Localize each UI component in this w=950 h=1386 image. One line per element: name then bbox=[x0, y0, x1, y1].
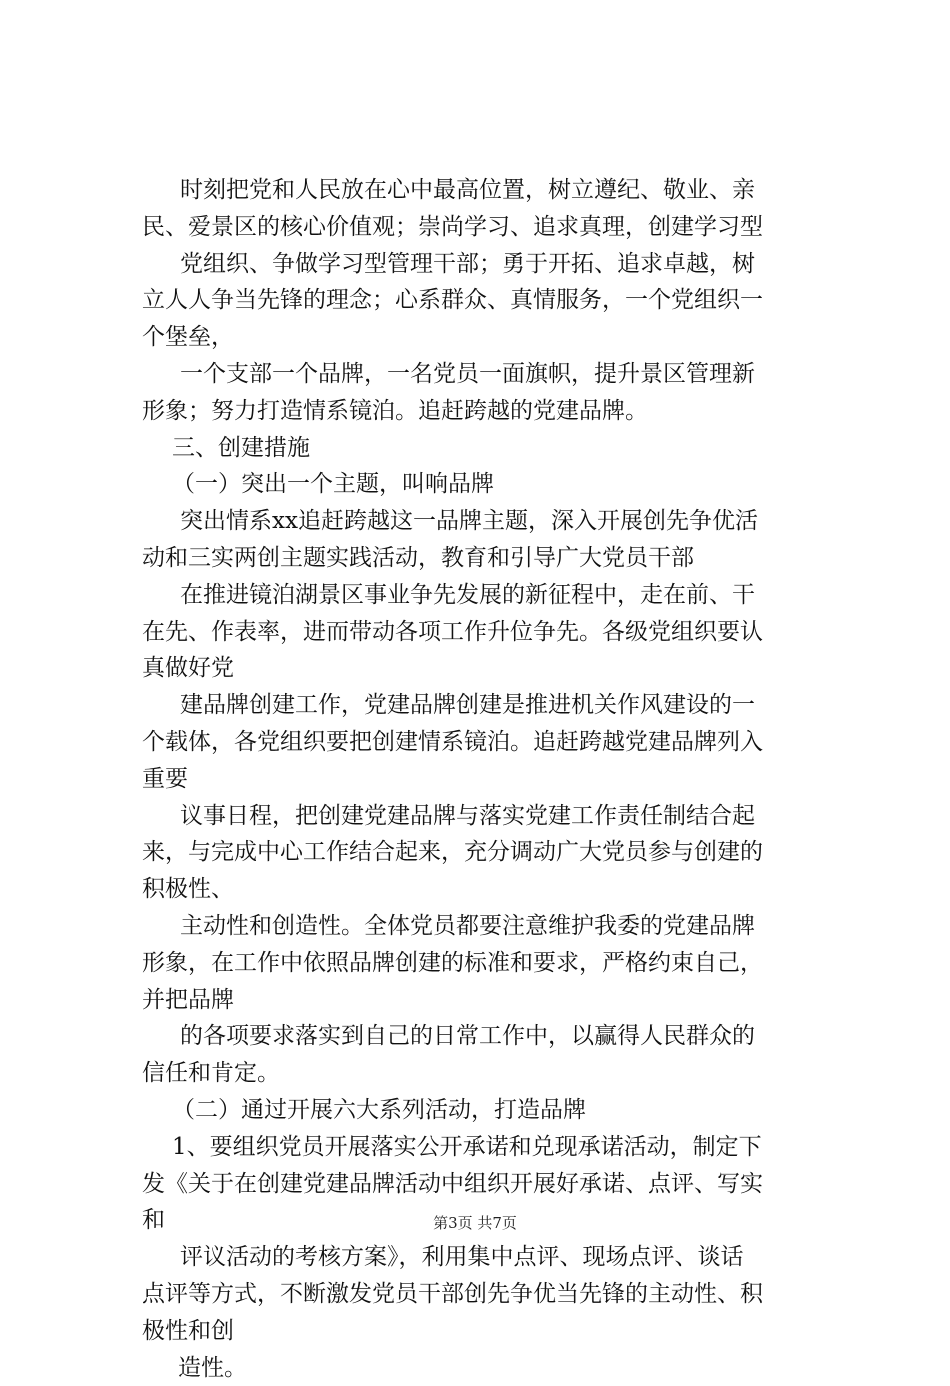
document-line: 主动性和创造性。全体党员都要注意维护我委的党建品牌 bbox=[142, 908, 834, 945]
document-line: 在先、作表率，进而带动各项工作升位争先。各级党组织要认 bbox=[142, 614, 834, 651]
document-line: 民、爱景区的核心价值观；崇尚学习、追求真理，创建学习型 bbox=[142, 209, 834, 246]
document-line: 评议活动的考核方案》，利用集中点评、现场点评、谈话 bbox=[142, 1239, 834, 1276]
document-line: （一）突出一个主题，叫响品牌 bbox=[142, 466, 834, 503]
document-line: 一个支部一个品牌，一名党员一面旗帜，提升景区管理新 bbox=[142, 356, 834, 393]
document-line: 和 bbox=[142, 1202, 834, 1239]
document-line: 党组织、争做学习型管理干部；勇于开拓、追求卓越，树 bbox=[142, 246, 834, 283]
document-body bbox=[142, 172, 834, 1386]
document-line: 时刻把党和人民放在心中最高位置，树立遵纪、敬业、亲 bbox=[142, 172, 834, 209]
document-line: 议事日程，把创建党建品牌与落实党建工作责任制结合起 bbox=[142, 798, 834, 835]
document-line: 三、创建措施 bbox=[142, 430, 834, 467]
document-line: 动和三实两创主题实践活动，教育和引导广大党员干部 bbox=[142, 540, 834, 577]
document-line: 形象，在工作中依照品牌创建的标准和要求，严格约束自己， bbox=[142, 945, 834, 982]
document-line: 极性和创 bbox=[142, 1313, 834, 1350]
document-line: 立人人争当先锋的理念；心系群众、真情服务，一个党组织一 bbox=[142, 282, 834, 319]
document-line: 在推进镜泊湖景区事业争先发展的新征程中，走在前、干 bbox=[142, 577, 834, 614]
document-line: 1、要组织党员开展落实公开承诺和兑现承诺活动，制定下 bbox=[142, 1129, 834, 1166]
document-line: 真做好党 bbox=[142, 650, 834, 687]
page-footer: 第3页 共7页 bbox=[0, 1212, 950, 1233]
document-line: （二）通过开展六大系列活动，打造品牌 bbox=[142, 1092, 834, 1129]
document-line: 信任和肯定。 bbox=[142, 1055, 834, 1092]
document-line: 形象；努力打造情系镜泊。追赶跨越的党建品牌。 bbox=[142, 393, 834, 430]
document-line: 发《关于在创建党建品牌活动中组织开展好承诺、点评、写实 bbox=[142, 1166, 834, 1203]
document-line: 个载体，各党组织要把创建情系镜泊。追赶跨越党建品牌列入 bbox=[142, 724, 834, 761]
document-line: 突出情系xx追赶跨越这一品牌主题，深入开展创先争优活 bbox=[142, 503, 834, 540]
document-line: 造性。 bbox=[142, 1350, 834, 1386]
document-line: 并把品牌 bbox=[142, 982, 834, 1019]
document-line: 积极性、 bbox=[142, 871, 834, 908]
document-line: 重要 bbox=[142, 761, 834, 798]
document-line: 个堡垒， bbox=[142, 319, 834, 356]
document-line: 来，与完成中心工作结合起来，充分调动广大党员参与创建的 bbox=[142, 834, 834, 871]
document-line: 点评等方式，不断激发党员干部创先争优当先锋的主动性、积 bbox=[142, 1276, 834, 1313]
document-line: 的各项要求落实到自己的日常工作中，以赢得人民群众的 bbox=[142, 1018, 834, 1055]
document-line: 建品牌创建工作，党建品牌创建是推进机关作风建设的一 bbox=[142, 687, 834, 724]
